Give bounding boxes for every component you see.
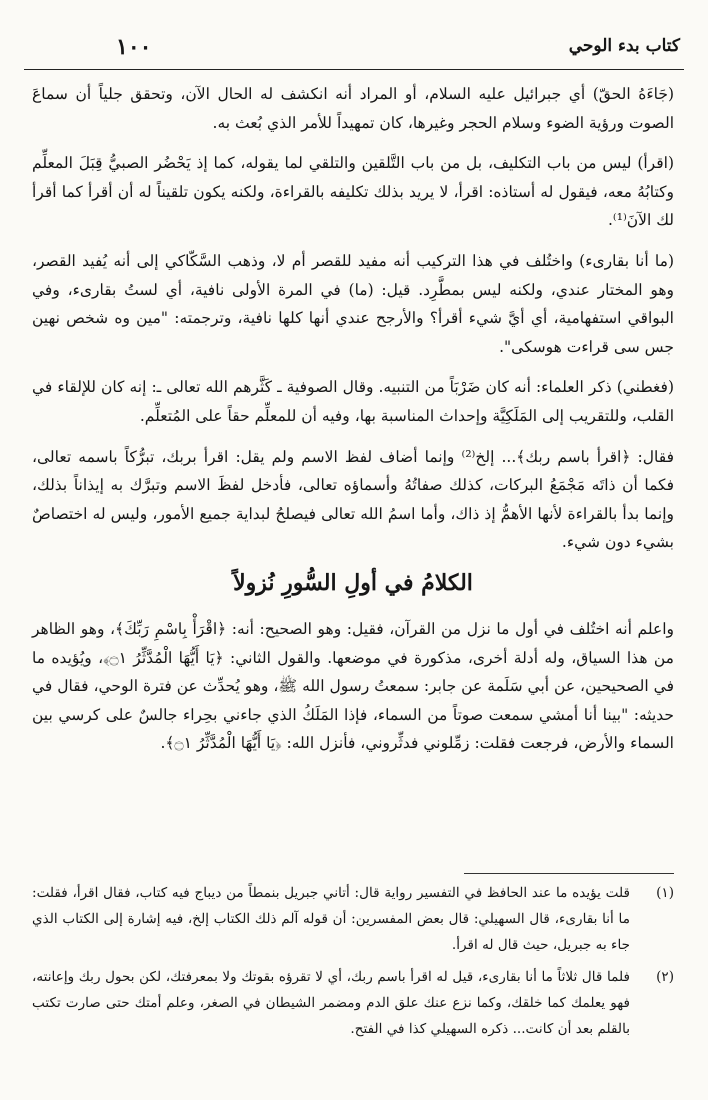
paragraph-ma-ana-biqari: (ما أنا بقارىء) واختُلف في هذا التركيب أنه مفيد للقصر أم لا، وذهب السَّكّاكي إلى أنه يُفيد القصر، وهو المختار عندي، ولكنه ليس بمطَّرِد. قيل: (ما) في المرة الأولى نافية، أي لستُ بقارىء، وفي البواقي استفهامية، أي أيَّ شيء أقرأ؟ والأرجح عندي أنها كلها نافية، وترجمته: "مين وه شخص نهين جس سى قراءت هوسكى". [32,251,674,356]
footnote-separator [464,873,674,874]
header-rule [24,69,684,70]
section-title: الكلامُ في أولِ السُّورِ نُزولاً [233,569,473,596]
page-header [24,30,684,70]
page-number: ١٠٠ [116,34,152,60]
footnotes [32,880,674,1048]
paragraph-first-revelation: واعلم أنه اختُلف في أول ما نزل من القرآن، فقيل: وهو الصحيح: أنه: ﴿اقْرَأْ بِاسْمِ رَبِّكَ﴾، وهو الظاهر من هذا السياق، وله أدلة أخرى، مذكورة في موضعها. والقول الثاني: ﴿يَا أَيُّهَا الْمُدَّثِّرُ ۝١﴾، ويُؤيده ما في الصحيحين، عن أبي سَلَمة عن جابر: سمعتُ رسول الله ﷺ، وهو يُحدِّث عن فترة الوحي، فقال في حديثه: "بينا أنا أمشي سمعت صوتاً من السماء، فإذا المَلَكُ الذي جاءني بحِراء جالسٌ على كرسي بين السماء والأرض، فرجعت فقلت: زمِّلوني فدثِّروني، فأنزل الله: ﴿يَا أَيُّهَا الْمُدَّثِّرُ ۝١﴾. [32,619,674,753]
paragraph-iqra: (اقرأ) ليس من باب التكليف، بل من باب التَّلقين والتلقي لما يقوله، كما إذ يَحْضُر الصبيُّ قِبَلَ المعلِّم وكتابُهُ معه، فيقول له أستاذه: اقرأ، لا يريد بذلك تكليفه بالقراءة، ولكنه يكون تلقيناً له أن أقرأ كما أقرأ لك الآنَ⁽¹⁾. [32,154,674,230]
footnote-number: (٢) [656,969,674,985]
footnote [32,964,674,1042]
paragraph-jaahu-alhaqq: (جَاءَهُ الحقّ) أي جبرائيل عليه السلام، أو المراد أنه انكشف له الحال الآن، وتحقق جلياً أن سماعَ الصوت ورؤية الضوء وسلام الحجر وغيرها، كان تمهيداً للأمر الذي بُعث به. [32,85,674,132]
running-title: كتاب بدء الوحي [568,36,680,56]
main-text [32,80,674,770]
paragraph-bismi-rabbik: فقال: ﴿اقرأ باسم ربك﴾... إلخ⁽²⁾ وإنما أضاف لفظ الاسم ولم يقل: اقرأ بربك، تبرُّكاً باسمه تعالى، فكما أن ذاتَه مَجْمَعُ البركات، كذلك صفاتُهُ وأسماؤه تعالى، فأدخل لفظَ الاسم وتبرَّك به إيذاناً بذلك، وإنما بدأ بالقراءة لأنها الأهمُّ إذ ذاك، وأما اسمُ الله تعالى فيصلحُ لبداية جميع الأمور، وليس له اختصاصٌ بشيء دون شيء. [32,447,674,552]
paragraph-faghattani: (فغطني) ذكر العلماء: أنه كان ضَرْبَاً من التنبيه. وقال الصوفية ـ كَثَّرهم الله تعالى ـ: إنه كان للإلقاء في القلب، وللتقريب إلى المَلَكِيَّة وإحداث المناسبة بها، وفيه أن للمعلِّم حقاً على المُتعلِّم. [32,378,674,425]
footnote-text: قلت يؤيده ما عند الحافظ في التفسير رواية قال: أتاني جبريل بنمطاً من ديباج فيه كتاب، فقال اقرأ، فقلت: ما أنا بقارىء، قال السهيلي: قال بعض المفسرين: أن قوله آلم ذلك الكتاب إلخ، فيه إشارة إلى الكتاب الذي جاء به جبريل، حيث قال له اقرأ. [32,885,630,953]
footnote-number: (١) [656,885,674,901]
footnote [32,880,674,958]
footnote-text: فلما قال ثلاثاً ما أنا بقارىء، قيل له اقرأ باسم ربك، أي لا تقرؤه بقوتك ولا بمعرفتك، لكن بحول ربك وإعانته، فهو يعلمك كما خلقك، وكما نزع عنك علق الدم ومضمر الشيطان في الصغر، وعلم أمتك حتى صارت تكتب بالقلم بعد أن كانت... ذكره السهيلي كذا في الفتح. [32,969,630,1037]
